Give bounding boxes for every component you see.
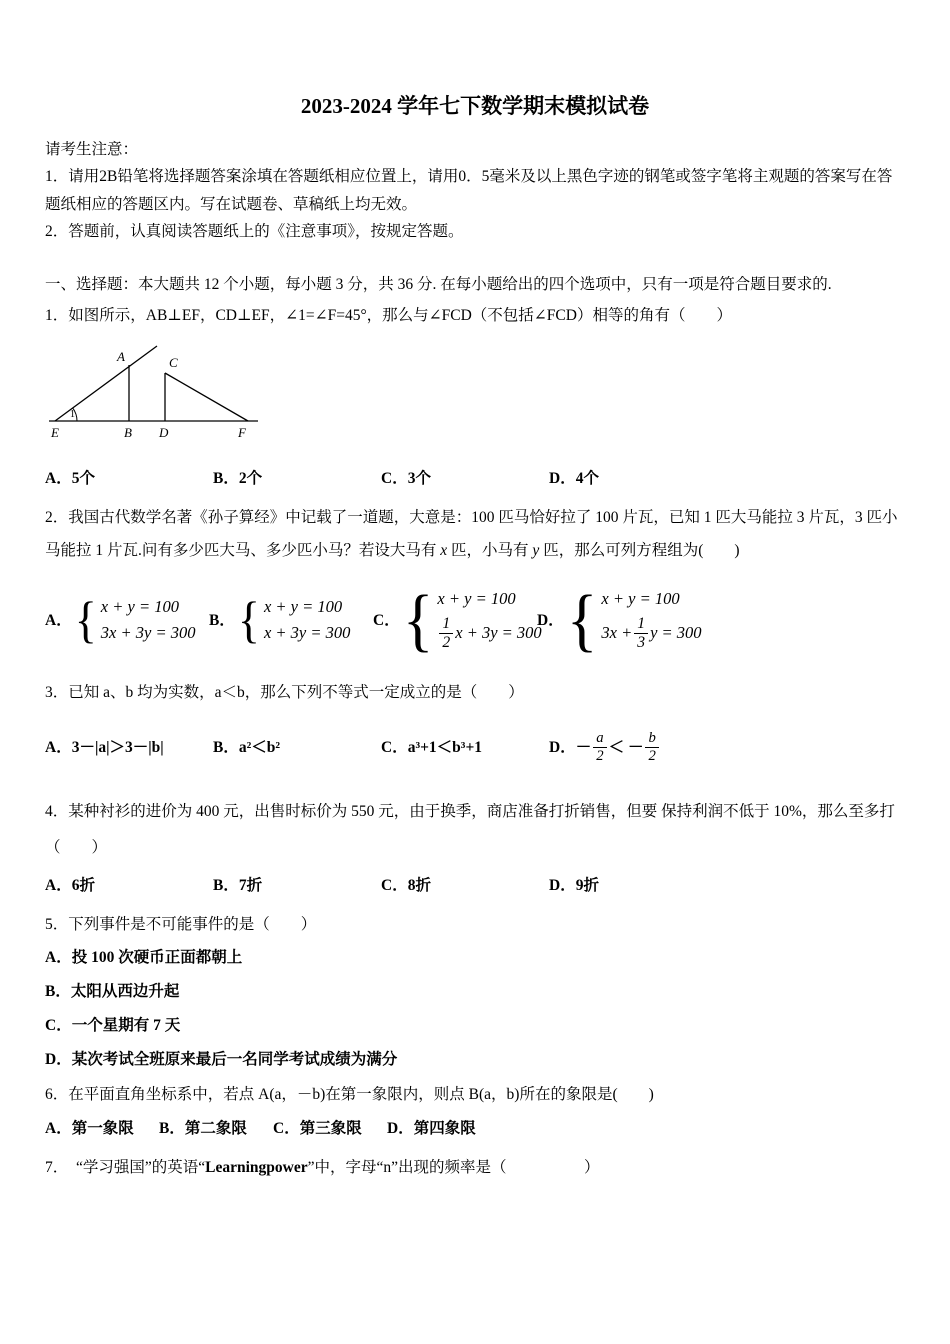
question-7 <box>45 1154 905 1181</box>
brace-glyph: { <box>566 580 598 659</box>
q1-option-a: A．5个 <box>45 470 95 488</box>
figure-label-d: D <box>159 425 169 441</box>
question-3-text: 3．已知 a、b 均为实数，a＜b，那么下列不等式一定成立的是（ ） <box>45 684 524 702</box>
q4-option-c: C．8折 <box>381 876 431 894</box>
question-6-options <box>45 1115 905 1142</box>
brace-glyph: { <box>402 580 434 659</box>
equation-2: 3x + 3y = 300 <box>100 622 196 642</box>
equation-1: x + y = 100 <box>601 588 680 608</box>
figure-label-f: F <box>238 425 246 441</box>
option-label: B． <box>209 611 235 629</box>
q3-option-b: B．a²＜b² <box>213 738 281 756</box>
question-6 <box>45 1081 905 1141</box>
q1-option-d: D．4个 <box>549 470 599 488</box>
equation-2: x + 3y = 300 <box>263 622 351 642</box>
question-1-text: 1．如图所示，AB⊥EF，CD⊥EF，∠1=∠F=45°，那么与∠FCD（不包括∠FCD）相等的角有（ ） <box>45 306 732 324</box>
figure-label-a: A <box>117 349 125 365</box>
q5-option-c: C．一个星期有 7 天 <box>45 1017 181 1035</box>
notice-heading: 请考生注意： <box>45 141 139 159</box>
q1-option-b: B．2个 <box>213 470 263 488</box>
question-7-text: 7． “学习强国”的英语“Learningpower”中，字母“n”出现的频率是（ ） <box>45 1158 600 1176</box>
q2-option-c <box>373 580 542 659</box>
figure-label-b: B <box>124 425 132 441</box>
q4-option-b: B．7折 <box>213 876 263 894</box>
equation-system <box>101 597 196 643</box>
equation-1: x + y = 100 <box>437 588 516 608</box>
equation-system <box>264 597 350 643</box>
q6-option-d: D．第四象限 <box>387 1119 476 1137</box>
question-3 <box>45 679 905 772</box>
equation-system <box>437 589 541 652</box>
q3-option-d: D．－ $\frac{a}{2}$ ＜ － $\frac{b}{2}$ <box>549 730 661 765</box>
geometry-diagram <box>45 337 270 445</box>
q6-option-b: B．第二象限 <box>159 1119 247 1137</box>
q5-option-b: B．太阳从西边升起 <box>45 983 180 1001</box>
q2-option-b <box>209 591 373 648</box>
q5-option-d: D．某次考试全班原来最后一名同学考试成绩为满分 <box>45 1051 398 1069</box>
question-2-options <box>45 577 905 663</box>
page-title: 2023-2024 学年七下数学期末模拟试卷 <box>300 94 650 118</box>
q6-option-c: C．第三象限 <box>273 1119 362 1137</box>
equation-1: x + y = 100 <box>100 597 179 617</box>
notice-item-2: 2．答题前，认真阅读答题纸上的《注意事项》，按规定答题。 <box>45 222 464 240</box>
option-label: A． <box>45 611 72 629</box>
section-1-heading: 一、选择题：本大题共 12 个小题，每小题 3 分，共 36 分. 在每小题给出的四个选项中，只有一项是符合题目要求的. <box>45 275 832 293</box>
q6-option-a: A．第一象限 <box>45 1119 134 1137</box>
option-label: D． <box>537 611 564 629</box>
brace-glyph: { <box>237 591 260 648</box>
q4-option-a: A．6折 <box>45 876 95 894</box>
q3-option-a: A．3－|a|＞3－|b| <box>45 738 164 756</box>
question-5 <box>45 911 905 1074</box>
brace-glyph: { <box>74 591 97 648</box>
question-1-options <box>45 465 905 492</box>
q2-option-d <box>537 580 702 659</box>
q1-option-c: C．3个 <box>381 470 431 488</box>
notice-item-1: 1．请用2B铅笔将选择题答案涂填在答题纸相应位置上，请用0．5毫米及以上黑色字迹的钢笔或签字笔将主观题的答案写在答题纸相应的答题区内。写在试题卷、草稿纸上均无效。 <box>45 168 893 213</box>
q5-option-a: A．投 100 次硬币正面都朝上 <box>45 948 243 966</box>
option-label: C． <box>373 611 400 629</box>
figure-lines <box>49 346 258 421</box>
question-2-text: 2．我国古代数学名著《孙子算经》中记载了一道题，大意是：100 匹马恰好拉了 100 片瓦，已知 1 匹大马能拉 3 片瓦，3 匹小马能拉 1 片瓦.问有多少匹大马、多少匹小马？若设大马有 x 匹，小马有 y 匹，那么可列方程组为( ) <box>45 509 898 559</box>
question-6-text: 6．在平面直角坐标系中，若点 A(a，－b)在第一象限内，则点 B(a，b)所在的象限是( ) <box>45 1086 654 1104</box>
question-5-text: 5．下列事件是不可能事件的是（ ） <box>45 915 317 933</box>
equation-2: 3x + $\frac{1}{3}$ y = 300 <box>601 614 702 651</box>
question-3-options <box>45 722 905 772</box>
question-2 <box>45 502 905 663</box>
equation-system <box>601 589 701 652</box>
q4-option-d: D．9折 <box>549 876 599 894</box>
q3-option-c: C．a³+1＜b³+1 <box>381 738 483 756</box>
question-4-text: 4．某种衬衫的进价为 400 元，出售时标价为 550 元，由于换季，商店准备打折销售，但要 保持利润不低于 10%，那么至多打（ ） <box>45 803 895 857</box>
question-1 <box>45 302 905 492</box>
question-4-options <box>45 872 905 899</box>
equation-1: x + y = 100 <box>263 597 343 617</box>
question-4 <box>45 794 905 898</box>
q2-option-a <box>45 591 209 648</box>
figure-label-e: E <box>51 425 59 441</box>
equation-2: $\frac{1}{2}$ x + 3y = 300 <box>437 615 541 652</box>
figure-label-angle-1: 1 <box>70 409 75 421</box>
question-1-figure <box>45 337 905 445</box>
figure-label-c: C <box>169 355 178 371</box>
